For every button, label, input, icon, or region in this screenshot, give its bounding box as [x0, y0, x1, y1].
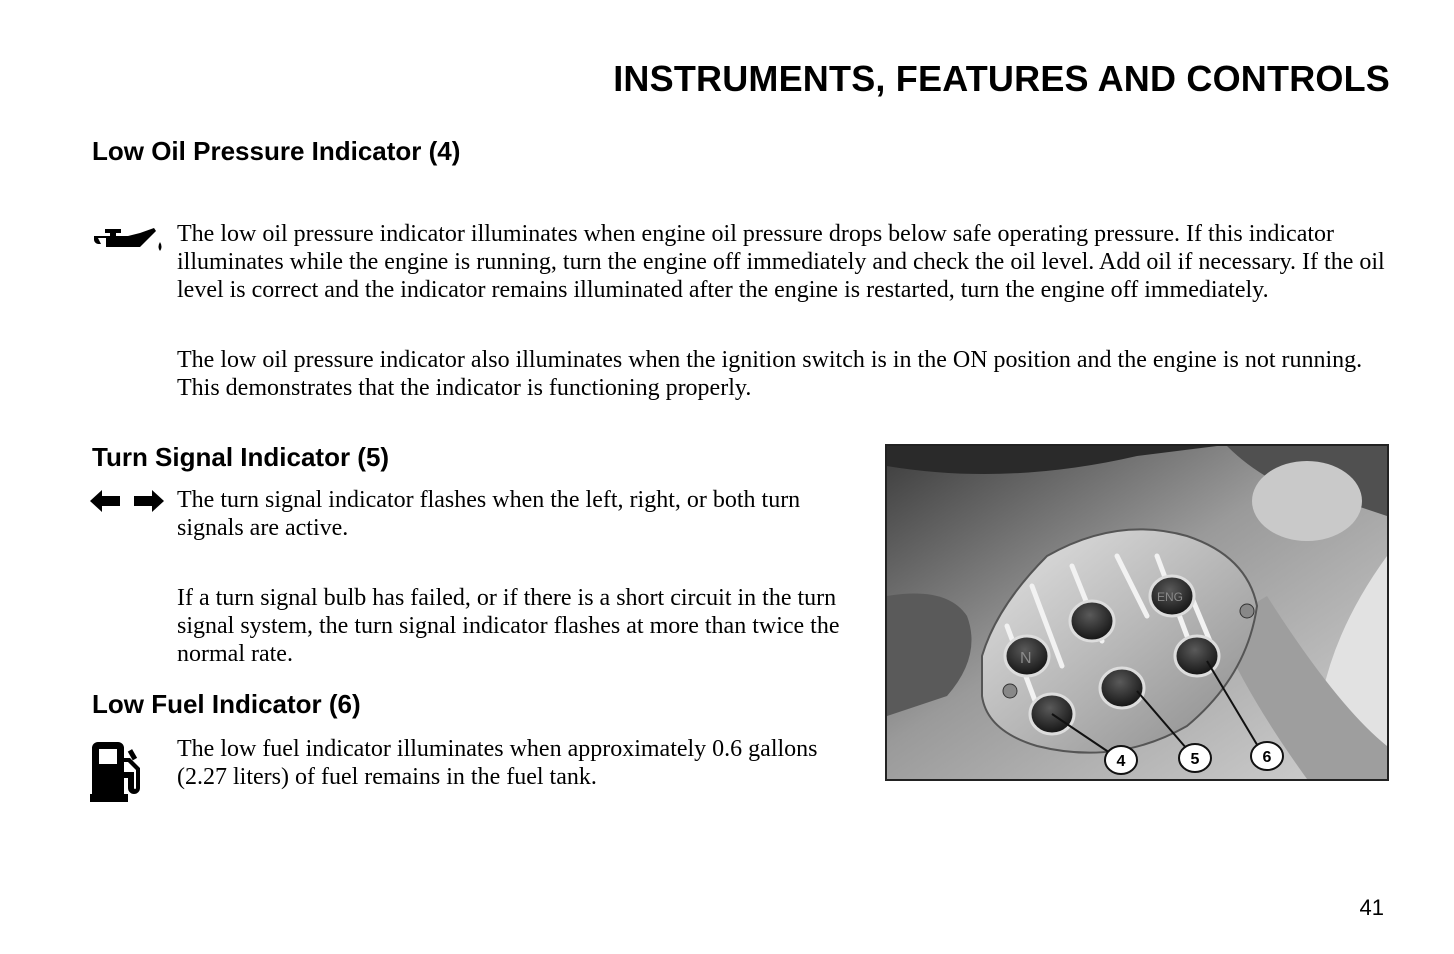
indicator-panel-photo [885, 444, 1389, 781]
fuel-paragraph-1: The low fuel indicator illuminates when approximately 0.6 gallons (2.27 liters) of fuel remains in the fuel tank. [177, 736, 818, 790]
svg-text:5: 5 [1190, 751, 1200, 768]
fuel-section-heading: Low Fuel Indicator (6) [92, 689, 361, 719]
oil-section-heading: Low Oil Pressure Indicator (4) [92, 136, 461, 166]
oil-paragraph-2: The low oil pressure indicator also illuminates when the ignition switch is in the ON position and the engine is not running. This demonstrates that the indicator is functioning properly. [177, 347, 1363, 401]
turn-arrows-icon [90, 490, 164, 512]
page-number: 41 [1359, 895, 1384, 920]
turn-paragraph-1: The turn signal indicator flashes when the left, right, or both turn signals are active. [177, 487, 801, 541]
callout-6 [1251, 742, 1283, 770]
svg-text:4: 4 [1116, 753, 1126, 770]
lamp-label-neutral: N [1020, 650, 1032, 667]
page-title: INSTRUMENTS, FEATURES AND CONTROLS [613, 58, 1390, 99]
lamp-label-engine: ENG [1157, 590, 1184, 604]
svg-text:6: 6 [1262, 749, 1272, 766]
oil-can-icon [90, 222, 168, 258]
turn-section-heading: Turn Signal Indicator (5) [92, 442, 390, 472]
turn-paragraph-2: If a turn signal bulb has failed, or if there is a short circuit in the turn signal system, the turn signal indicator flashes at more than twice the normal rate. [177, 585, 840, 667]
callout-4 [1105, 746, 1137, 774]
callout-5 [1179, 744, 1211, 772]
fuel-pump-icon [90, 740, 146, 802]
oil-paragraph-1: The low oil pressure indicator illuminates when engine oil pressure drops below safe operating pressure. If this indicator illuminates while the engine is running, turn the engine off immediately and check the oil level. Add oil if necessary. If the oil level is correct and the indicator remains illuminated after the engine is restarted, turn the engine off immediately. [177, 221, 1385, 303]
